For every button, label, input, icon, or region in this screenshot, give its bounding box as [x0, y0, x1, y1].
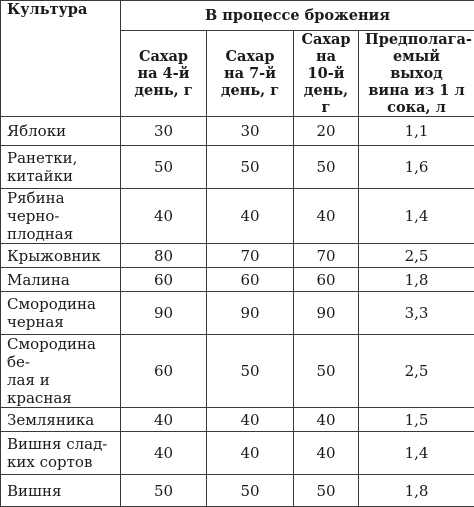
table-row [1, 244, 474, 268]
sugar-day-10-cell: 90 [294, 292, 359, 335]
table-row [1, 475, 474, 507]
table-row [1, 335, 474, 408]
table-row [1, 146, 474, 189]
table-row [1, 292, 474, 335]
header-expected-yield: Предполага- емый выход вина из 1 л сока, л [359, 31, 474, 117]
sugar-day-10-cell: 40 [294, 408, 359, 432]
sugar-day-4-cell: 60 [121, 268, 207, 292]
expected-yield-cell: 1,8 [359, 475, 474, 507]
row-culture-name: Земляника [1, 408, 121, 432]
sugar-day-7-cell: 40 [207, 189, 294, 244]
row-culture-name: Смородина черная [1, 292, 121, 335]
row-culture-name: Вишня слад- ких сортов [1, 432, 121, 475]
table-row [1, 268, 474, 292]
sugar-day-10-cell: 50 [294, 475, 359, 507]
sugar-day-10-cell: 20 [294, 117, 359, 146]
expected-yield-cell: 2,5 [359, 335, 474, 408]
sugar-day-4-cell: 80 [121, 244, 207, 268]
sugar-day-7-cell: 50 [207, 475, 294, 507]
sugar-day-4-cell: 40 [121, 189, 207, 244]
sugar-day-7-cell: 40 [207, 432, 294, 475]
sugar-day-4-cell: 60 [121, 335, 207, 408]
expected-yield-cell: 3,3 [359, 292, 474, 335]
sugar-day-7-cell: 90 [207, 292, 294, 335]
sugar-day-10-cell: 40 [294, 189, 359, 244]
expected-yield-cell: 1,4 [359, 432, 474, 475]
header-culture: Культура [1, 1, 121, 117]
row-culture-name: Рябина черно- плодная [1, 189, 121, 244]
row-culture-name: Малина [1, 268, 121, 292]
sugar-day-10-cell: 40 [294, 432, 359, 475]
sugar-day-10-cell: 50 [294, 146, 359, 189]
sugar-day-4-cell: 50 [121, 146, 207, 189]
sugar-day-4-cell: 40 [121, 408, 207, 432]
sugar-day-7-cell: 50 [207, 146, 294, 189]
sugar-day-10-cell: 50 [294, 335, 359, 408]
expected-yield-cell: 1,4 [359, 189, 474, 244]
row-culture-name: Вишня [1, 475, 121, 507]
header-sugar-day-7: Сахар на 7-й день, г [207, 31, 294, 117]
table-row [1, 408, 474, 432]
row-culture-name: Смородина бе- лая и красная [1, 335, 121, 408]
sugar-day-7-cell: 40 [207, 408, 294, 432]
expected-yield-cell: 1,8 [359, 268, 474, 292]
sugar-day-10-cell: 60 [294, 268, 359, 292]
sugar-day-7-cell: 30 [207, 117, 294, 146]
table-row [1, 117, 474, 146]
expected-yield-cell: 1,1 [359, 117, 474, 146]
sugar-day-4-cell: 50 [121, 475, 207, 507]
sugar-day-4-cell: 30 [121, 117, 207, 146]
expected-yield-cell: 2,5 [359, 244, 474, 268]
expected-yield-cell: 1,5 [359, 408, 474, 432]
table-row [1, 432, 474, 475]
sugar-day-7-cell: 50 [207, 335, 294, 408]
expected-yield-cell: 1,6 [359, 146, 474, 189]
sugar-day-7-cell: 60 [207, 268, 294, 292]
row-culture-name: Ранетки, китайки [1, 146, 121, 189]
row-culture-name: Яблоки [1, 117, 121, 146]
row-culture-name: Крыжовник [1, 244, 121, 268]
sugar-day-4-cell: 40 [121, 432, 207, 475]
sugar-day-10-cell: 70 [294, 244, 359, 268]
table-row [1, 189, 474, 244]
header-sugar-day-4: Сахар на 4-й день, г [121, 31, 207, 117]
sugar-day-7-cell: 70 [207, 244, 294, 268]
header-sugar-day-10: Сахар на 10-й день, г [294, 31, 359, 117]
sugar-day-4-cell: 90 [121, 292, 207, 335]
header-fermentation-group: В процессе брожения [121, 1, 474, 31]
